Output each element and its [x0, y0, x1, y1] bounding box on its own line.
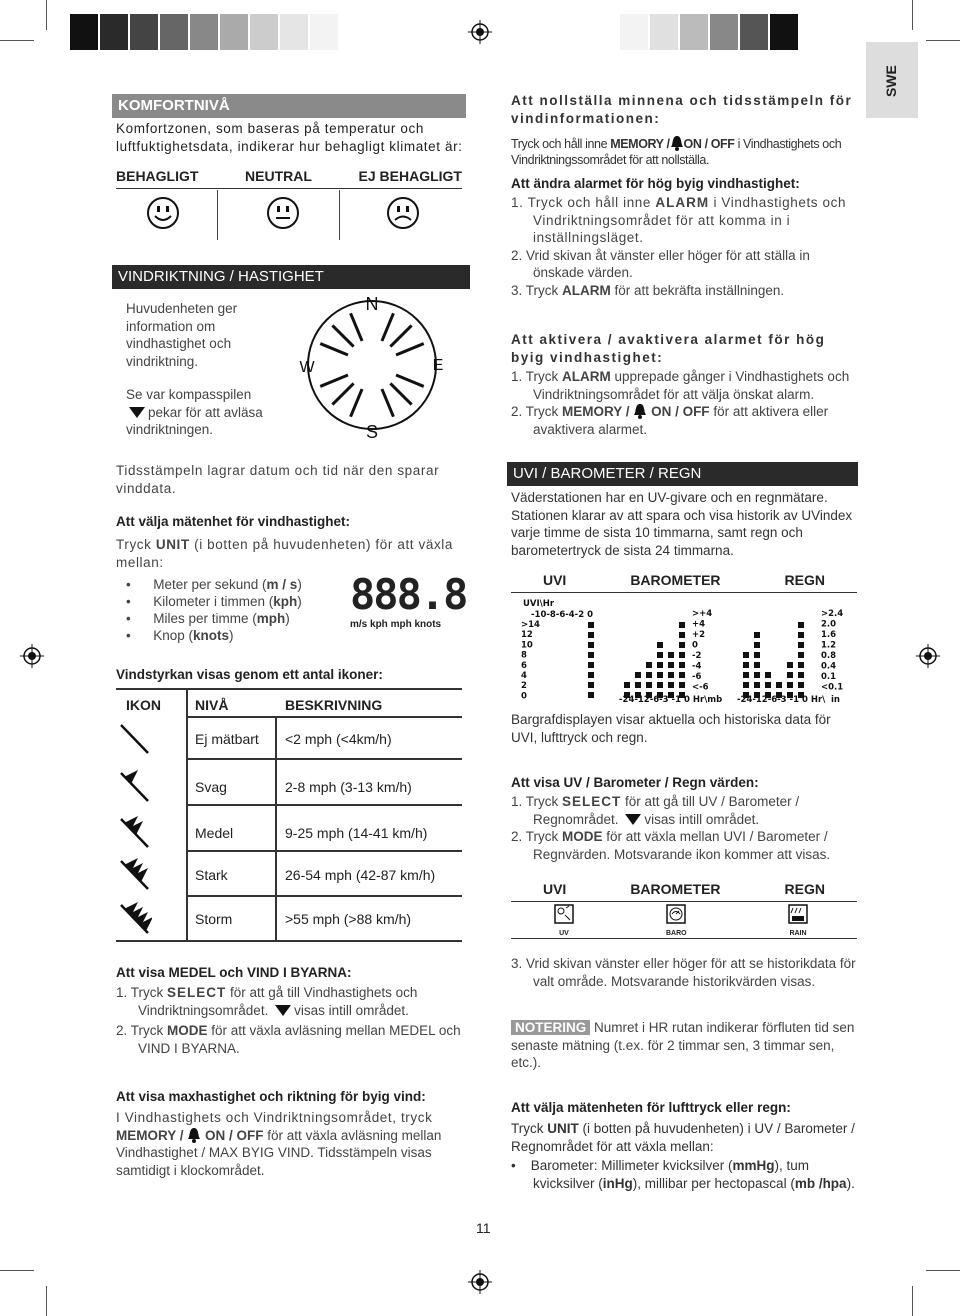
- baro-bar-cell: [657, 652, 663, 658]
- reset-heading: Att nollställa minnena och tidsstämpeln för vindinformationen:: [511, 93, 853, 126]
- vind-header: VINDRIKTNING / HASTIGHET: [112, 265, 470, 289]
- rain-unit-label: in: [831, 695, 840, 704]
- rain-bar-cell: [787, 662, 793, 668]
- max-heading: Att visa maxhastighet och riktning för byig vind:: [116, 1089, 426, 1104]
- komfort-columns: [116, 167, 462, 189]
- compass-tick: [351, 389, 362, 417]
- baro-bar-cell: [624, 682, 630, 688]
- crosshair-icon: [468, 20, 492, 44]
- wind-flag-icon: [118, 816, 152, 850]
- medel-step-1: 1. Tryck SELECT för att gå till Vindhastighets och Vindriktningsområdet. visas intill området.: [116, 985, 418, 1018]
- uvi-level-label: 8: [521, 650, 527, 661]
- rain-bar-cell: [776, 682, 782, 688]
- medel-heading: Att visa MEDEL och VIND I BYARNA:: [116, 965, 352, 980]
- table-row-desc: 26-54 mph (42-87 km/h): [285, 867, 436, 883]
- show-values-steps: 1. Tryck SELECT för att gå till UV / Barometer / Regnområdet. visas intill området. 2. Tryck MODE för att växla mellan UVI / Barometer / Regnvärden. Motsvarande ikon kommer att visas.: [511, 794, 831, 862]
- vind-compass-hint: Se var kompasspilen pekar för att avläsa vindriktningen.: [126, 387, 263, 438]
- compass-tick: [382, 389, 393, 417]
- compass-tick: [320, 375, 348, 386]
- barometer-icon: [666, 904, 686, 924]
- rain-level-label: 1.6: [821, 630, 837, 640]
- uvi-columns: [511, 571, 857, 593]
- baro-level-label: <-6: [692, 682, 709, 693]
- uvi-level-label: 6: [521, 660, 527, 671]
- bell-icon: [633, 403, 647, 419]
- compass-tick: [396, 344, 424, 355]
- uvi-bar-cell: [588, 672, 594, 678]
- table-header-ikon: IKON: [126, 697, 161, 713]
- icon-col-uvi: UVI: [542, 881, 567, 897]
- komfort-intro: Komfortzonen, som baseras på temperatur och luftfuktighetsdata, indikerar hur behagligt klimatet är:: [116, 121, 463, 154]
- rain-bar-cell: [754, 642, 760, 648]
- rain-icon-label: RAIN: [789, 929, 807, 937]
- compass-tick: [320, 344, 348, 355]
- uvi-level-label: >14: [521, 620, 540, 630]
- table-row-level: Medel: [195, 825, 234, 841]
- baro-bar-cell: [657, 672, 663, 678]
- max-text: I Vindhastighets och Vindriktningsområdet, tryck MEMORY / ON / OFF för att växla avläsning mellan Vindhastighet / MAX BYIG VIND. Tidsstämpeln visas samtidigt i klockområdet.: [116, 1110, 442, 1178]
- wind-unit-item: • Knop (knots): [126, 628, 234, 643]
- neutral-face-icon: [266, 196, 300, 230]
- baro-unit-bullet: • Barometer: Millimeter kvicksilver (mmHg), tum kvicksilver (inHg), millibar per hectopascal (mb /hpa).: [511, 1158, 855, 1191]
- komfort-col-1: BEHAGLIGT: [116, 168, 199, 184]
- baro-bar-cell: [679, 652, 685, 658]
- uv-icon-label: UV: [559, 929, 569, 937]
- rain-bar-cell: [743, 652, 749, 658]
- rain-level-label: <0.1: [821, 682, 844, 693]
- vind-info: Huvudenheten ger information om vindhastighet och vindriktning.: [126, 301, 238, 369]
- table-header-beskrivning: BESKRIVNING: [285, 697, 383, 713]
- table-rule: [116, 688, 462, 690]
- crosshair-icon: [20, 644, 44, 668]
- rain-bar-cell: [743, 662, 749, 668]
- rain-bar-cell: [798, 632, 804, 638]
- sad-face-icon: [386, 196, 420, 230]
- table-rule: [275, 716, 277, 940]
- alarm-toggle-steps: 1. Tryck ALARM upprepade gånger i Vindhastighets och Vindriktningsområdet för att välja önskat alarm. 2. Tryck MEMORY / ON / OFF för att aktivera eller avaktivera alarmet.: [511, 369, 850, 437]
- compass-tick: [332, 325, 353, 346]
- language-tab-label: SWE: [882, 65, 899, 98]
- baro-level-label: 0: [692, 640, 698, 651]
- uvi-level-label: 0: [521, 691, 527, 702]
- uvi-bar-cell: [588, 662, 594, 668]
- baro-level-label: -6: [692, 672, 702, 682]
- compass-tick: [390, 325, 411, 346]
- baro-bar-cell: [668, 652, 674, 658]
- baro-icon-group: [666, 904, 687, 938]
- wind-flag-icon: [118, 858, 152, 892]
- uvi-level-label: 4: [521, 671, 527, 681]
- rain-bar-cell: [798, 672, 804, 678]
- rain-bar-cell: [798, 652, 804, 658]
- reset-text: Tryck och håll inne MEMORY / ON / OFF i Vindhastighets och Vindriktningssområdet för att nollställa.: [511, 137, 842, 168]
- baro-unit-text: Tryck UNIT (i botten på huvudenheten) i UV / Barometer / Regnområdet för att växla mellan:: [511, 1121, 855, 1154]
- show-values-heading: Att visa UV / Barometer / Regn värden:: [511, 775, 759, 790]
- rain-bar-cell: [754, 632, 760, 638]
- compass-tick: [351, 313, 362, 341]
- baro-bar-cell: [657, 642, 663, 648]
- table-rule: [116, 940, 462, 942]
- note-tag: NOTERING: [511, 1020, 590, 1035]
- table-rule: [186, 850, 462, 852]
- uv-icon-group: [554, 904, 574, 938]
- icon-col-baro: BAROMETER: [630, 881, 721, 897]
- rain-level-label: 1.2: [821, 640, 837, 651]
- rain-icon-group: [788, 904, 808, 938]
- history-step-3: 3. Vrid skivan vänster eller höger för att se historikdata för valt område. Motsvarande historikvärden visas.: [511, 956, 856, 989]
- alarm-change-heading: Att ändra alarmet för hög byig vindhastighet:: [511, 176, 800, 191]
- triangle-pointer-icon: [129, 407, 145, 418]
- rain-level-label: 0.4: [821, 661, 837, 672]
- rain-icon: [788, 904, 808, 924]
- rain-bar-cell: [754, 662, 760, 668]
- baro-axis-label: -24-12-6-3 -1 0 Hr\mb: [619, 695, 723, 704]
- table-rule: [186, 716, 462, 718]
- baro-bar-cell: [668, 672, 674, 678]
- table-header-niva: NIVÅ: [195, 697, 229, 713]
- wind-flag-icon: [118, 902, 152, 936]
- baro-level-label: >+4: [692, 609, 713, 619]
- compass-tick: [396, 375, 424, 386]
- rain-level-label: 0.8: [821, 651, 837, 661]
- wind-unit-item: • Kilometer i timmen (kph): [126, 594, 302, 609]
- uvi-intro: Väderstationen har en UV-givare och en regnmätare. Stationen klarar av att spara och visa historik av UVindex varje timme de sista 10 timmarna, samt regn och barometertryck de sista 24 timmarna.: [511, 490, 853, 558]
- compass-n: N: [365, 294, 379, 314]
- rain-bar-cell: [754, 652, 760, 658]
- table-row-level: Storm: [195, 911, 233, 927]
- baro-level-label: -2: [692, 651, 702, 661]
- uvi-col-regn: REGN: [784, 572, 825, 588]
- table-row-level: Ej mätbart: [195, 731, 259, 747]
- table-rule: [186, 758, 462, 760]
- uvi-level-label: 2: [521, 681, 527, 692]
- uvi-axis-label: -10-8-6-4-2 0: [531, 610, 593, 620]
- baro-bar-cell: [646, 682, 652, 688]
- triangle-pointer-icon: [625, 814, 641, 825]
- uvi-bar-cell: [588, 622, 594, 628]
- wind-unit-text: Tryck UNIT (i botten på huvudenheten) för att växla mellan:: [116, 537, 454, 570]
- komfort-header: KOMFORTNIVÅ: [112, 94, 466, 118]
- baro-bar-cell: [679, 662, 685, 668]
- rain-bar-cell: [787, 672, 793, 678]
- table-row-desc: 2-8 mph (3-13 km/h): [285, 779, 412, 795]
- rain-axis-label: -24-12-6-3 -1 0 Hr\: [737, 695, 826, 704]
- bargraph-displays: [511, 596, 857, 704]
- rain-bar-cell: [798, 662, 804, 668]
- triangle-pointer-icon: [275, 1005, 291, 1016]
- rain-bar-cell: [754, 682, 760, 688]
- baro-bar-cell: [635, 672, 641, 678]
- rain-level-label: 2.0: [821, 619, 837, 630]
- compass-w: W: [299, 359, 315, 376]
- uvi-bar-cell: [588, 692, 594, 698]
- icon-columns: [511, 880, 857, 902]
- baro-bar-cell: [679, 632, 685, 638]
- rain-level-label: >2.4: [821, 609, 844, 619]
- rain-bar-cell: [798, 682, 804, 688]
- baro-bar-cell: [679, 672, 685, 678]
- wind-flag-icon: [118, 722, 152, 756]
- timestamp-text: Tidsstämpeln lagrar datum och tid när den sparar vinddata.: [116, 463, 440, 496]
- lcd-digits: 888.8: [350, 570, 467, 619]
- uvi-header: UVI / BAROMETER / REGN: [507, 462, 858, 486]
- table-rule: [186, 804, 462, 806]
- rain-bar-cell: [754, 672, 760, 678]
- compass-ring: [308, 301, 436, 429]
- wind-unit-item: • Miles per timme (mph): [126, 611, 290, 626]
- table-row-desc: <2 mph (<4km/h): [285, 731, 392, 747]
- lcd-units: m/s kph mph knots: [350, 619, 442, 630]
- note: NOTERING Numret i HR rutan indikerar förfluten tid sen senaste mätning (t.ex. för 2 timmar sen, 3 timmar sen, etc.).: [511, 1020, 855, 1071]
- baro-bar-cell: [679, 642, 685, 648]
- uvi-bar-cell: [588, 632, 594, 638]
- table-row-desc: 9-25 mph (14-41 km/h): [285, 825, 428, 841]
- table-rule: [186, 688, 188, 940]
- baro-bar-cell: [657, 682, 663, 688]
- baro-level-label: -4: [692, 661, 702, 672]
- uvi-col-baro: BAROMETER: [630, 572, 721, 588]
- rain-level-label: 0.1: [821, 672, 837, 682]
- komfort-col-2: NEUTRAL: [245, 168, 312, 184]
- baro-icon-label: BARO: [666, 929, 687, 937]
- crosshair-icon: [468, 1270, 492, 1294]
- uvi-bar-cell: [588, 642, 594, 648]
- baro-level-label: +2: [692, 630, 706, 640]
- alarm-change-steps: 1. Tryck och håll inne ALARM i Vindhastighets och Vindriktningsområdet för att komma in i inställningsläget. 2. Vrid skivan åt vänster eller höger för att ställa in önskade värden. 3. Tryck ALARM för att bekräfta inställningen.: [511, 195, 847, 298]
- compass-e: E: [432, 357, 444, 374]
- rain-bar-cell: [798, 642, 804, 648]
- medel-step-2: 2. Tryck MODE för att växla avläsning mellan MEDEL och VIND I BYARNA.: [116, 1023, 461, 1056]
- rain-bar-cell: [765, 672, 771, 678]
- baro-bar-cell: [646, 672, 652, 678]
- sun-icon: [554, 904, 574, 924]
- uvi-bar-cell: [588, 652, 594, 658]
- happy-face-icon: [146, 196, 180, 230]
- table-row-level: Stark: [195, 867, 228, 883]
- rain-bar-cell: [765, 682, 771, 688]
- rain-bar-cell: [787, 682, 793, 688]
- wind-unit-heading: Att välja mätenhet för vindhastighet:: [116, 514, 351, 529]
- rain-bar-cell: [743, 682, 749, 688]
- uvi-bar-cell: [588, 682, 594, 688]
- icons-heading: Vindstyrkan visas genom ett antal ikoner:: [116, 667, 383, 682]
- uvi-level-label: 12: [521, 630, 533, 641]
- wind-unit-item: • Meter per sekund (m / s): [126, 577, 302, 592]
- rain-bar-cell: [743, 672, 749, 678]
- uvi-col-uvi: UVI: [542, 572, 567, 588]
- rain-bar-cell: [798, 622, 804, 628]
- compass-tick: [332, 383, 353, 404]
- baro-bar-cell: [646, 662, 652, 668]
- alarm-toggle-heading: Att aktivera / avaktivera alarmet för hög byig vindhastighet:: [511, 332, 826, 365]
- baro-bar-cell: [657, 662, 663, 668]
- compass-s: S: [365, 422, 379, 440]
- uvi-level-label: 10: [521, 640, 533, 651]
- baro-bar-cell: [668, 662, 674, 668]
- bell-icon: [670, 135, 684, 151]
- page-number: 11: [476, 1220, 491, 1236]
- crosshair-icon: [916, 644, 940, 668]
- wind-flag-icon: [118, 770, 152, 804]
- compass-dial-icon: [296, 290, 456, 440]
- table-row-desc: >55 mph (>88 km/h): [285, 911, 412, 927]
- baro-bar-cell: [668, 682, 674, 688]
- table-rule: [186, 895, 462, 897]
- uvi-top-label: UVI\Hr: [523, 599, 555, 609]
- table-row-level: Svag: [195, 779, 227, 795]
- compass-tick: [390, 383, 411, 404]
- bell-icon: [187, 1127, 201, 1143]
- icon-col-regn: REGN: [784, 881, 825, 897]
- baro-unit-heading: Att välja mätenheten för lufttryck eller regn:: [511, 1100, 791, 1115]
- baro-bar-cell: [635, 682, 641, 688]
- baro-bar-cell: [679, 682, 685, 688]
- compass-tick: [382, 313, 393, 341]
- baro-level-label: +4: [692, 619, 706, 630]
- komfort-col-3: EJ BEHAGLIGT: [358, 168, 462, 184]
- baro-bar-cell: [679, 622, 685, 628]
- bargraph-text: Bargrafdisplayen visar aktuella och historiska data för UVI, lufttryck och regn.: [511, 712, 831, 745]
